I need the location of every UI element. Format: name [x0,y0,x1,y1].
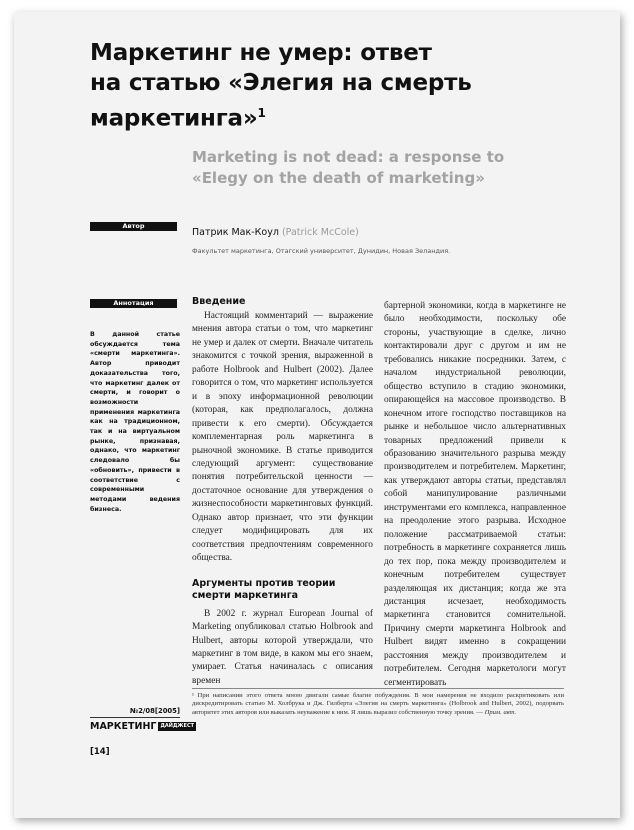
author-name-en: (Patrick McCole) [281,227,359,238]
issue-divider [90,717,180,718]
footnote-signature: Прим. авт. [484,708,517,716]
issue-number: №2/08[2005] [130,707,180,715]
abstract-text: В данной статье обсуждается тема «смерти маркетинга». Автор приводит доказательства того, что маркетинг далек от смерти, и говорит о возможности применения маркетинга как на традиционном, так и на виртуальном рынке, признавая, однако, что маркетинг следовало бы «обновить», привести в соответствие с современными методами ведения бизнеса. [90,331,180,513]
text-column-2 [384,300,566,690]
continued-paragraph: бартерной экономики, когда в маркетинге не было необходимости, поскольку обе стороны, участвующие в сделке, лично контактировали друг с другом и им не требовались никакие посредники. Затем, с началом индустриальной революции, общество вступило в стадию экономики, опирающейся на массовое производство. В конечном итоге господство поставщиков на рынке и небольшое число альтернативных товарных предложений привели к образованию значительного разрыва между производителем и потребителем. Маркетинг, как утверждают авторы статьи, представлял собой манипулирование различными инструментами его комплекса, направленное на преодоление этого разрыва. Исходное положение рассматриваемой статьи: потребность в маркетинге сохраняется лишь до тех пор, пока между производителем и конечным потребителем существует разделяющая их дистанция; когда же эта дистанция исчезает, необходимость маркетинга становится сомнительной. Причину смерти маркетинга Holbrook and Hulbert видят именно в сокращении расстояния между производителем и потребителем. Сегодня маркетологи могут сегментировать [384,301,566,688]
page-number: [14] [90,747,110,757]
text-column-1 [192,296,373,688]
author-name-ru: Патрик Мак-Коул [192,227,279,238]
magazine-name: МАРКЕТИНГ [90,721,157,732]
abstract-label: Аннотация [90,299,177,308]
intro-heading: Введение [192,296,246,307]
footnote-text: ¹ При написании этого ответа мною двигали самые благие побуждения. В мои намерения не входило раскритиковать или дискредитировать статью М. Холбрука и Дж. Гилберта «Элегия на смерть маркетинга» (Holbrook and Hulbert, 2002), подорвать авторитет этих авторов или выказать неуважение к ним. Я лишь выразил собственную точку зрения. — [192,692,564,716]
article-title [90,38,570,134]
footnote-divider [192,688,564,689]
journal-page [14,12,620,818]
title-line-1: Маркетинг не умер: ответ [90,40,432,66]
title-footnote-mark: 1 [257,106,266,120]
en-title-line-1: Marketing is not dead: a response to [192,148,505,166]
en-title-line-2: «Elegy on the death of marketing» [192,169,485,187]
arguments-heading: Аргументы против теории смерти маркетинга [192,577,336,601]
title-line-3-text: маркетинга» [90,105,258,132]
intro-paragraph: Настоящий комментарий — выражение мнения автора статьи о том, что маркетинг не умер и далек от смерти. Вначале читатель знакомится с точкой зрения, выраженной в работе Holbrook and Hulbert (2002). Далее говорится о том, что маркетинг используется и в эпоху информационной революции (которая, как предполагалось, должна привести к его смерти). Обсуждается комплементарная роль маркетинга в рыночной экономике. В статье приводится следующий аргумент: существование понятия потребительской ценности — достаточное основание для утверждения о жизнеспособности маркетинговых функций. Однако автор признает, что эти функции следует модифицировать для их соответствия предпочтениям современного общества. [192,311,373,564]
article-title-english [192,147,572,189]
magazine-logo [90,721,196,732]
author-affiliation: Факультет маркетинга, Отагский университет, Дунидин, Новая Зеландия. [192,247,451,255]
footnote [192,692,564,717]
author-name [192,227,359,238]
title-line-2: на статью «Элегия на смерть [90,70,472,96]
arguments-paragraph: В 2002 г. журнал European Journal of Marketing опубликовал статью Holbrook and Hulbert, авторы которой утверждали, что маркетинг в том виде, в каком мы его знаем, умирает. Статья начиналась с описания времен [192,608,373,686]
author-label: Автор [90,222,177,231]
title-line-3 [90,98,570,134]
magazine-badge: ДАЙДЖЕСТ [160,723,195,729]
